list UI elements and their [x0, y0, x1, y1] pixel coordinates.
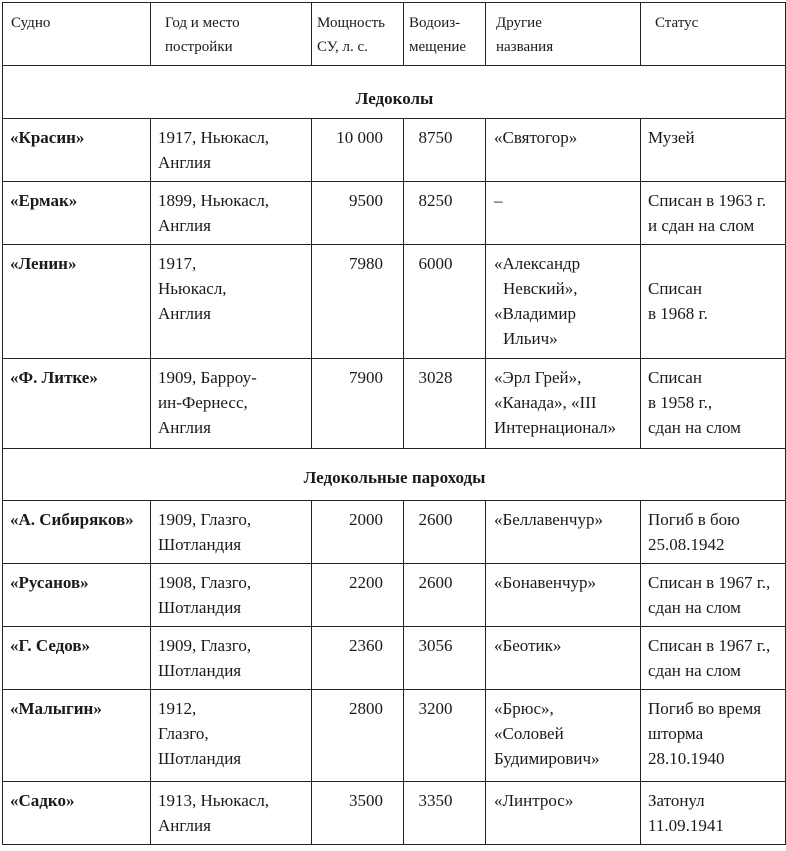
cell-line: Шотландия [158, 535, 242, 554]
table-row [3, 245, 786, 359]
displacement-value: 3028 [404, 359, 486, 449]
cell-line: «Святогор» [494, 128, 578, 147]
cell-line: Ньюкасл, [158, 279, 227, 298]
status-value [641, 501, 786, 564]
cell-line: Погиб во время [648, 699, 762, 718]
other-names [486, 627, 641, 690]
cell-line: в 1968 г. [648, 304, 708, 323]
cell-line: – [494, 191, 503, 210]
table-row [3, 359, 786, 449]
table-row [3, 627, 786, 690]
cell-line: 11.09.1941 [648, 816, 724, 835]
cell-line: «Бонавенчур» [494, 573, 597, 592]
year-place [151, 359, 312, 449]
cell-line: 1909, Барроу- [158, 368, 257, 387]
section-title: Ледоколы [3, 66, 786, 119]
header-displacement: Водоиз- мещение [404, 3, 486, 66]
power-value: 10 000 [312, 119, 404, 182]
vessel-name: «Ф. Литке» [3, 359, 151, 449]
cell-line: Списан в 1963 г. [648, 191, 767, 210]
status-value [641, 182, 786, 245]
power-value: 3500 [312, 782, 404, 845]
cell-line: Будимирович» [494, 749, 600, 768]
cell-line: Затонул [648, 791, 705, 810]
header-status: Статус [641, 3, 786, 66]
icebreakers-table [2, 2, 786, 845]
vessel-name: «Русанов» [3, 564, 151, 627]
year-place [151, 690, 312, 782]
status-value [641, 627, 786, 690]
cell-line: Глазго, [158, 724, 209, 743]
cell-line: 28.10.1940 [648, 749, 725, 768]
cell-line: «Соловей [494, 724, 564, 743]
table-row [3, 501, 786, 564]
table-row [3, 690, 786, 782]
cell-line: 1908, Глазго, [158, 573, 252, 592]
status-value [641, 119, 786, 182]
power-value: 2800 [312, 690, 404, 782]
cell-line: Музей [648, 128, 695, 147]
cell-line: 1913, Ньюкасл, [158, 791, 270, 810]
status-value [641, 690, 786, 782]
header-power: Мощность СУ, л. с. [312, 3, 404, 66]
cell-line: «Беотик» [494, 636, 562, 655]
cell-line: в 1958 г., [648, 393, 713, 412]
cell-line: 1909, Глазго, [158, 636, 252, 655]
header-year-place: Год и место постройки [151, 3, 312, 66]
cell-line: Списан [648, 279, 702, 298]
cell-line: «Эрл Грей», [494, 368, 582, 387]
header-vessel: Судно [3, 3, 151, 66]
vessel-name: «Садко» [3, 782, 151, 845]
vessel-name: «Красин» [3, 119, 151, 182]
cell-line: сдан на слом [648, 661, 741, 680]
power-value: 7980 [312, 245, 404, 359]
year-place [151, 501, 312, 564]
cell-line: Англия [158, 216, 211, 235]
section-title: Ледокольные пароходы [3, 449, 786, 501]
power-value: 2360 [312, 627, 404, 690]
displacement-value: 3200 [404, 690, 486, 782]
cell-line: Англия [158, 153, 211, 172]
cell-line: «Александр [494, 254, 581, 273]
status-value [641, 782, 786, 845]
power-value: 2200 [312, 564, 404, 627]
cell-line: 1909, Глазго, [158, 510, 252, 529]
cell-line: Шотландия [158, 598, 242, 617]
other-names [486, 182, 641, 245]
cell-line: сдан на слом [648, 598, 741, 617]
vessel-name: «Г. Седов» [3, 627, 151, 690]
cell-line: Шотландия [158, 749, 242, 768]
year-place [151, 627, 312, 690]
displacement-value: 3056 [404, 627, 486, 690]
table-row [3, 182, 786, 245]
status-value [641, 359, 786, 449]
year-place [151, 245, 312, 359]
displacement-value: 2600 [404, 564, 486, 627]
vessel-name: «Ермак» [3, 182, 151, 245]
power-value: 7900 [312, 359, 404, 449]
cell-line: ин-Фернесс, [158, 393, 248, 412]
displacement-value: 6000 [404, 245, 486, 359]
cell-line: 1917, Ньюкасл, [158, 128, 270, 147]
year-place [151, 564, 312, 627]
cell-line: 25.08.1942 [648, 535, 725, 554]
table-row [3, 782, 786, 845]
vessel-name: «А. Сибиряков» [3, 501, 151, 564]
cell-line: Списан [648, 368, 702, 387]
cell-line: шторма [648, 724, 704, 743]
vessel-name: «Малыгин» [3, 690, 151, 782]
cell-line: Погиб в бою [648, 510, 740, 529]
table-row [3, 119, 786, 182]
year-place [151, 119, 312, 182]
other-names [486, 564, 641, 627]
cell-line: Англия [158, 816, 211, 835]
cell-line: Списан в 1967 г., [648, 636, 771, 655]
other-names [486, 501, 641, 564]
cell-line: Списан в 1967 г., [648, 573, 771, 592]
other-names [486, 245, 641, 359]
cell-line: «Брюс», [494, 699, 554, 718]
cell-line: Англия [158, 418, 211, 437]
table-row [3, 564, 786, 627]
cell-line: «Владимир [494, 304, 576, 323]
displacement-value: 3350 [404, 782, 486, 845]
cell-line: Ильич» [503, 329, 558, 348]
vessel-name: «Ленин» [3, 245, 151, 359]
cell-line: «Беллавенчур» [494, 510, 603, 529]
cell-line: Интернационал» [494, 418, 616, 437]
cell-line: Шотландия [158, 661, 242, 680]
power-value: 2000 [312, 501, 404, 564]
year-place [151, 782, 312, 845]
displacement-value: 2600 [404, 501, 486, 564]
cell-line: 1917, [158, 254, 197, 273]
header-row [3, 3, 786, 66]
cell-line: Невский», [503, 279, 578, 298]
status-value [641, 564, 786, 627]
other-names [486, 782, 641, 845]
power-value: 9500 [312, 182, 404, 245]
cell-line: Англия [158, 304, 211, 323]
other-names [486, 119, 641, 182]
cell-line: сдан на слом [648, 418, 741, 437]
section-header-row [3, 66, 786, 119]
section-header-row [3, 449, 786, 501]
cell-line: 1912, [158, 699, 197, 718]
status-value [641, 245, 786, 359]
cell-line: и сдан на слом [648, 216, 755, 235]
displacement-value: 8750 [404, 119, 486, 182]
year-place [151, 182, 312, 245]
header-other-names: Другие названия [486, 3, 641, 66]
cell-line: «Линтрос» [494, 791, 574, 810]
cell-line: «Канада», «III [494, 393, 597, 412]
displacement-value: 8250 [404, 182, 486, 245]
other-names [486, 690, 641, 782]
cell-line: 1899, Ньюкасл, [158, 191, 270, 210]
other-names [486, 359, 641, 449]
